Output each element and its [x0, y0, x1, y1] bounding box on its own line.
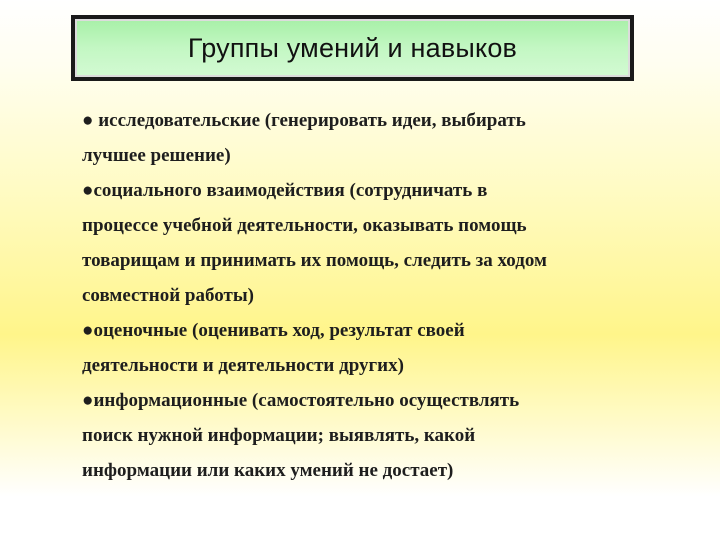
text-line-4: процессе учебной деятельности, оказывать помощь	[82, 215, 527, 236]
title-frame	[71, 15, 634, 81]
text-line-6: совместной работы)	[82, 285, 254, 306]
text-line-1: ● исследовательские (генерировать идеи, выбирать	[82, 110, 526, 131]
text-line-10: поиск нужной информации; выявлять, какой	[82, 425, 476, 446]
text-line-7: ●оценочные (оценивать ход, результат своей	[82, 320, 465, 341]
text-line-3: ●социального взаимодействия (сотрудничать в	[82, 180, 488, 201]
slide-title: Группы умений и навыков	[187, 32, 518, 63]
text-line-2: лучшее решение)	[82, 145, 231, 166]
skills-list	[82, 103, 702, 488]
title-box	[75, 19, 630, 77]
text-line-9: ●информационные (самостоятельно осуществлять	[82, 390, 520, 411]
text-line-5: товарищам и принимать их помощь, следить за ходом	[82, 250, 547, 271]
text-line-11: информации или каких умений не достает)	[82, 460, 454, 481]
text-line-8: деятельности и деятельности других)	[82, 355, 404, 376]
